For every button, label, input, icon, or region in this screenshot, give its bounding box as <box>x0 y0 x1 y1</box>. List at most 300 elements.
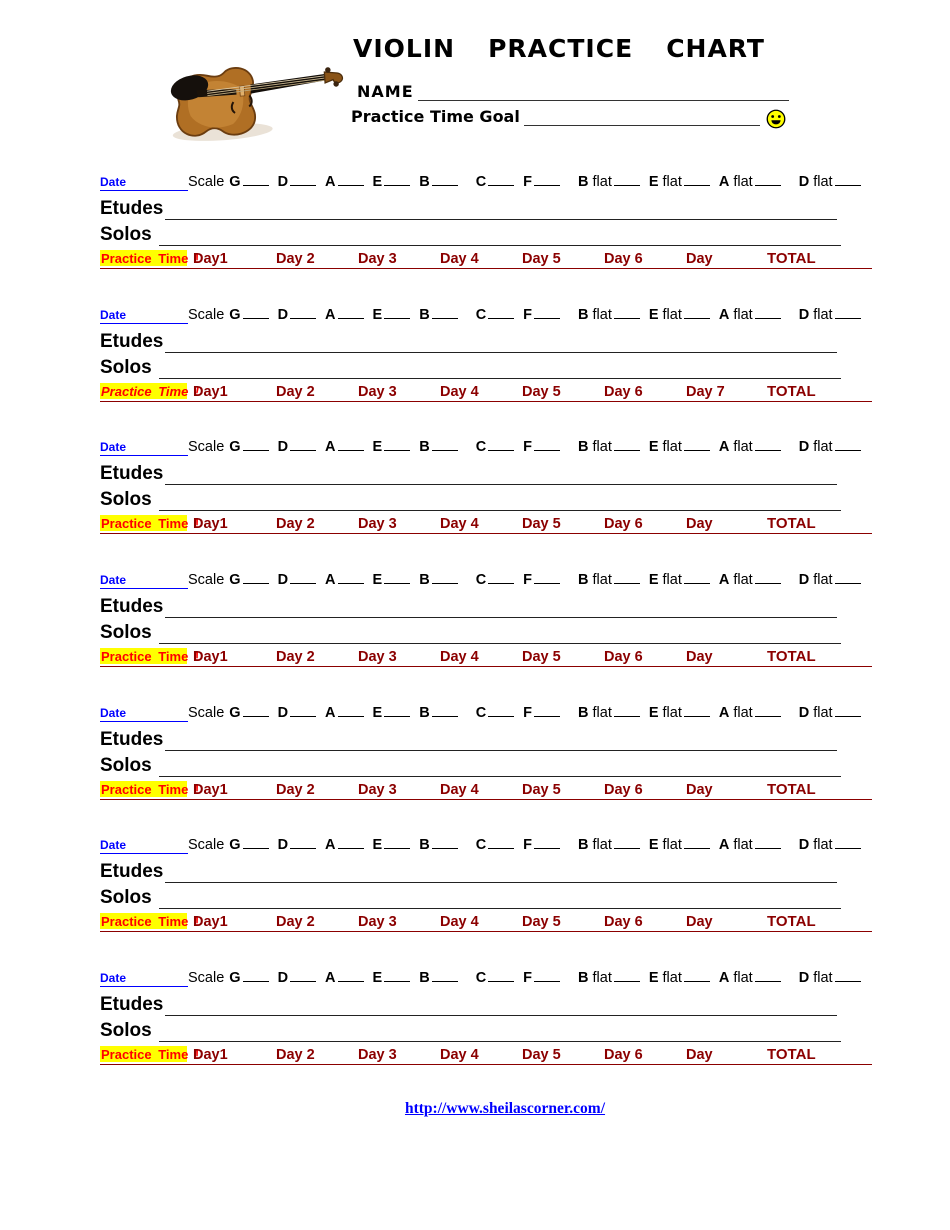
etudes-label: Etudes <box>100 463 164 485</box>
scale-note-item <box>325 572 363 588</box>
scale-note: D <box>277 837 289 854</box>
scale-note: A <box>325 970 336 987</box>
day-label: Day <box>686 649 713 666</box>
scale-note: E <box>648 174 659 190</box>
scale-note-item <box>229 307 268 323</box>
day-label: Day 5 <box>522 649 561 666</box>
scale-label: Scale <box>188 174 225 190</box>
scale-blank-line <box>338 838 364 849</box>
scale-note: D <box>798 174 810 190</box>
scale-note: D <box>798 439 810 456</box>
scale-blank-line <box>432 706 458 717</box>
practice-goal-blank-line <box>524 104 760 126</box>
name-blank-line <box>418 80 789 101</box>
scale-blank-line <box>432 971 458 982</box>
day-label: Day1 <box>193 1047 228 1064</box>
day-cells <box>187 914 757 930</box>
scale-blank-line <box>755 175 781 186</box>
scale-note-item <box>719 970 781 986</box>
scale-note-item <box>229 439 268 455</box>
scale-note: E <box>372 970 383 987</box>
scale-note-item <box>719 837 781 853</box>
scale-note-item <box>799 572 861 588</box>
scale-flat-label: flat <box>662 306 682 323</box>
scale-note-item <box>719 572 781 588</box>
etudes-blank-line <box>165 593 837 618</box>
practice-goal-row <box>351 104 786 126</box>
scale-blank-line <box>755 573 781 584</box>
scale-note-item <box>799 970 861 986</box>
scale-note: C <box>475 174 487 190</box>
scale-blank-line <box>243 706 269 717</box>
scale-note: E <box>372 439 383 456</box>
scale-note-item <box>578 705 640 721</box>
scale-flat-label: flat <box>662 439 682 456</box>
scale-flat-label: flat <box>592 572 612 589</box>
scale-blank-line <box>534 308 560 319</box>
scale-blank-line <box>614 706 640 717</box>
practice-block <box>100 705 890 797</box>
scale-note-item <box>278 572 316 588</box>
scale-note-item <box>578 837 640 853</box>
scale-blank-line <box>290 440 316 451</box>
scale-blank-line <box>290 838 316 849</box>
scale-note: A <box>718 439 730 456</box>
scale-note: E <box>648 970 659 987</box>
scale-blank-line <box>432 573 458 584</box>
day-label: Day 4 <box>440 516 479 533</box>
scale-note-item <box>325 439 363 455</box>
solos-blank-line <box>159 485 841 511</box>
day-label: Day 6 <box>604 914 643 931</box>
practice-block <box>100 572 890 664</box>
scale-note: G <box>229 174 241 190</box>
date-label: Date <box>100 706 188 722</box>
scale-blank-line <box>684 706 710 717</box>
etudes-label: Etudes <box>100 330 164 352</box>
solos-label: Solos <box>100 356 152 378</box>
scale-blank-line <box>290 308 316 319</box>
scale-note-item <box>799 174 861 190</box>
scale-note: C <box>475 704 487 721</box>
scale-flat-label: flat <box>733 572 753 589</box>
scale-note: G <box>229 837 241 854</box>
practice-time-label: Practice Time ! <box>101 781 200 797</box>
scale-flat-label: flat <box>662 572 682 589</box>
scale-blank-line <box>835 706 861 717</box>
day-label: Day1 <box>193 781 228 798</box>
practice-blocks <box>100 174 890 1103</box>
scale-flat-label: flat <box>592 970 612 987</box>
day-label: Day 6 <box>604 649 643 666</box>
scale-note-item <box>649 307 710 323</box>
scale-blank-line <box>290 706 316 717</box>
solos-row <box>100 618 841 644</box>
scale-note: F <box>523 306 533 323</box>
scale-note-item <box>523 970 560 986</box>
scale-row <box>100 705 890 723</box>
scale-note-item <box>373 174 411 190</box>
scale-note: F <box>523 704 533 721</box>
scale-flat-label: flat <box>733 439 753 456</box>
scale-note: A <box>718 572 730 589</box>
day-label: Day 5 <box>522 383 561 400</box>
scale-row <box>100 837 890 855</box>
scale-blank-line <box>488 440 514 451</box>
scale-blank-line <box>534 440 560 451</box>
etudes-blank-line <box>165 858 837 883</box>
scale-note-item <box>373 572 411 588</box>
name-row <box>357 80 789 101</box>
scale-blank-line <box>488 838 514 849</box>
day-label: Day1 <box>193 516 228 533</box>
scale-note-item <box>278 439 316 455</box>
scale-flat-label: flat <box>733 306 753 323</box>
scale-blank-line <box>338 706 364 717</box>
scale-note: A <box>718 174 730 190</box>
scale-blank-line <box>684 440 710 451</box>
scale-flat-label: flat <box>813 970 833 987</box>
scale-note: B <box>419 306 430 323</box>
scale-note: B <box>419 439 430 456</box>
solos-label: Solos <box>100 489 152 511</box>
scale-note: D <box>277 439 289 456</box>
etudes-row <box>100 195 837 220</box>
scale-blank-line <box>614 971 640 982</box>
scale-note-item <box>373 705 411 721</box>
scale-blank-line <box>384 573 410 584</box>
scale-note: B <box>419 704 430 721</box>
day-label: Day1 <box>193 383 228 400</box>
scale-blank-line <box>534 573 560 584</box>
scale-note-item <box>649 174 710 190</box>
scale-note: D <box>277 572 289 589</box>
practice-block <box>100 174 890 266</box>
scale-blank-line <box>755 971 781 982</box>
footer <box>0 1100 950 1118</box>
scale-blank-line <box>835 308 861 319</box>
scale-note-item <box>523 174 560 190</box>
solos-blank-line <box>159 618 841 644</box>
day-label: Day 5 <box>522 914 561 931</box>
scale-label: Scale <box>188 439 225 456</box>
scale-blank-line <box>684 573 710 584</box>
practice-time-row <box>100 648 872 667</box>
day-label: Day 4 <box>440 383 479 400</box>
scale-note-item <box>419 439 457 455</box>
scale-note: B <box>578 174 589 190</box>
scale-note: F <box>523 572 533 589</box>
scale-note-item <box>578 307 640 323</box>
solos-row <box>100 883 841 909</box>
scale-flat-label: flat <box>592 306 612 323</box>
scale-note: G <box>229 439 241 456</box>
solos-label: Solos <box>100 622 152 644</box>
name-label: NAME <box>357 82 414 101</box>
scale-blank-line <box>432 175 458 186</box>
violin-icon <box>166 56 348 144</box>
total-label: TOTAL <box>767 1046 816 1064</box>
day-label: Day 5 <box>522 516 561 533</box>
scale-note-item <box>476 572 514 588</box>
scale-note-item <box>799 307 861 323</box>
etudes-label: Etudes <box>100 861 164 883</box>
day-cells <box>187 649 757 665</box>
scale-note: D <box>277 970 289 987</box>
scale-items <box>229 174 869 190</box>
scale-note-item <box>229 705 268 721</box>
scale-blank-line <box>243 838 269 849</box>
scale-blank-line <box>534 971 560 982</box>
scale-flat-label: flat <box>662 837 682 854</box>
practice-goal-label: Practice Time Goal <box>351 107 520 126</box>
date-label: Date <box>100 971 188 987</box>
scale-blank-line <box>614 838 640 849</box>
practice-time-row <box>100 781 872 800</box>
scale-blank-line <box>338 440 364 451</box>
etudes-blank-line <box>165 460 837 485</box>
total-label: TOTAL <box>767 515 816 533</box>
scale-blank-line <box>684 971 710 982</box>
day-label: Day <box>686 251 713 267</box>
practice-time-row <box>100 913 872 932</box>
footer-link[interactable]: http://www.sheilascorner.com/ <box>404 1100 606 1117</box>
solos-label: Solos <box>100 1020 152 1042</box>
scale-note: B <box>578 970 589 987</box>
scale-note-item <box>719 439 781 455</box>
title-word-practice: PRACTICE <box>488 34 634 63</box>
scale-note: E <box>648 306 659 323</box>
scale-note: D <box>798 306 810 323</box>
scale-blank-line <box>534 175 560 186</box>
solos-blank-line <box>159 751 841 777</box>
scale-blank-line <box>684 308 710 319</box>
day-label: Day 4 <box>440 251 479 267</box>
day-label: Day 2 <box>276 251 315 267</box>
scale-note: G <box>229 572 241 589</box>
scale-blank-line <box>384 838 410 849</box>
etudes-row <box>100 593 837 618</box>
scale-note: D <box>798 837 810 854</box>
total-label: TOTAL <box>767 250 816 267</box>
scale-note: E <box>648 439 659 456</box>
solos-row <box>100 220 841 246</box>
scale-flat-label: flat <box>592 704 612 721</box>
scale-note-item <box>523 439 560 455</box>
scale-blank-line <box>755 838 781 849</box>
scale-blank-line <box>488 573 514 584</box>
scale-flat-label: flat <box>813 837 833 854</box>
scale-note-item <box>476 307 514 323</box>
scale-blank-line <box>488 971 514 982</box>
scale-note-item <box>325 837 363 853</box>
scale-flat-label: flat <box>592 174 612 190</box>
scale-blank-line <box>243 971 269 982</box>
solos-row <box>100 1016 841 1042</box>
scale-note-item <box>229 837 268 853</box>
scale-note: F <box>523 439 533 456</box>
scale-note: B <box>578 837 589 854</box>
scale-note: E <box>372 704 383 721</box>
scale-note: E <box>372 306 383 323</box>
scale-note: E <box>372 572 383 589</box>
scale-note: C <box>475 837 487 854</box>
date-label: Date <box>100 175 188 191</box>
etudes-label: Etudes <box>100 596 164 618</box>
scale-label: Scale <box>188 837 225 854</box>
scale-flat-label: flat <box>733 704 753 721</box>
scale-blank-line <box>755 308 781 319</box>
scale-note-item <box>325 307 363 323</box>
scale-blank-line <box>243 308 269 319</box>
scale-blank-line <box>614 573 640 584</box>
scale-items <box>229 705 869 721</box>
scale-blank-line <box>488 175 514 186</box>
date-label: Date <box>100 838 188 854</box>
scale-items <box>229 970 869 986</box>
practice-time-label: Practice Time ! <box>101 383 200 399</box>
scale-items <box>229 439 869 455</box>
etudes-label: Etudes <box>100 994 164 1016</box>
day-label: Day 4 <box>440 781 479 798</box>
scale-blank-line <box>338 175 364 186</box>
scale-note-item <box>476 174 514 190</box>
scale-note-item <box>278 970 316 986</box>
day-label: Day <box>686 781 713 798</box>
scale-note-item <box>649 572 710 588</box>
day-cells <box>187 1047 757 1063</box>
day-label: Day 3 <box>358 649 397 666</box>
scale-note-item <box>578 572 640 588</box>
etudes-label: Etudes <box>100 198 164 219</box>
scale-note-item <box>419 174 457 190</box>
scale-note-item <box>476 705 514 721</box>
scale-note: G <box>229 704 241 721</box>
scale-row <box>100 174 890 192</box>
scale-note: A <box>718 837 730 854</box>
day-label: Day 2 <box>276 383 315 400</box>
scale-note-item <box>523 705 560 721</box>
scale-note: D <box>277 174 289 190</box>
scale-flat-label: flat <box>813 174 833 190</box>
etudes-row <box>100 460 837 485</box>
scale-flat-label: flat <box>662 704 682 721</box>
scale-note-item <box>476 970 514 986</box>
scale-flat-label: flat <box>733 174 753 190</box>
solos-row <box>100 751 841 777</box>
day-cells <box>187 782 757 798</box>
solos-blank-line <box>159 220 841 246</box>
scale-note-item <box>476 837 514 853</box>
scale-note: B <box>419 970 430 987</box>
scale-blank-line <box>835 175 861 186</box>
scale-flat-label: flat <box>813 439 833 456</box>
scale-items <box>229 307 869 323</box>
scale-blank-line <box>488 308 514 319</box>
day-label: Day 3 <box>358 1047 397 1064</box>
scale-blank-line <box>755 706 781 717</box>
scale-note-item <box>229 572 268 588</box>
scale-note: B <box>578 704 589 721</box>
solos-label: Solos <box>100 224 152 245</box>
scale-note-item <box>523 572 560 588</box>
scale-note-item <box>419 837 457 853</box>
day-label: Day 4 <box>440 914 479 931</box>
scale-blank-line <box>243 175 269 186</box>
scale-blank-line <box>835 838 861 849</box>
scale-blank-line <box>338 573 364 584</box>
practice-time-label: Practice Time ! <box>101 251 200 266</box>
scale-blank-line <box>243 440 269 451</box>
violin-image <box>166 56 348 144</box>
day-label: Day <box>686 914 713 931</box>
scale-note-item <box>649 439 710 455</box>
scale-note: C <box>475 572 487 589</box>
practice-time-row <box>100 1046 872 1065</box>
scale-note: E <box>648 704 659 721</box>
scale-note: B <box>578 306 589 323</box>
scale-note-item <box>229 970 268 986</box>
scale-note: C <box>475 439 487 456</box>
page-title <box>353 34 765 63</box>
scale-flat-label: flat <box>813 704 833 721</box>
scale-note: A <box>325 439 336 456</box>
solos-label: Solos <box>100 887 152 909</box>
scale-blank-line <box>290 175 316 186</box>
etudes-blank-line <box>165 195 837 220</box>
etudes-label: Etudes <box>100 728 164 750</box>
scale-note: E <box>648 837 659 854</box>
scale-note: D <box>277 306 289 323</box>
scale-note-item <box>799 837 861 853</box>
day-label: Day 3 <box>358 914 397 931</box>
scale-row <box>100 572 890 590</box>
scale-note-item <box>278 307 316 323</box>
scale-blank-line <box>384 308 410 319</box>
scale-note-item <box>325 970 363 986</box>
scale-note: A <box>325 174 336 190</box>
scale-note-item <box>373 837 411 853</box>
day-label: Day 3 <box>358 383 397 400</box>
solos-blank-line <box>159 883 841 909</box>
day-label: Day 4 <box>440 649 479 666</box>
day-cells <box>187 384 757 400</box>
solos-blank-line <box>159 1016 841 1042</box>
scale-flat-label: flat <box>592 439 612 456</box>
scale-blank-line <box>488 706 514 717</box>
scale-blank-line <box>684 838 710 849</box>
day-label: Day 2 <box>276 914 315 931</box>
scale-note-item <box>799 439 861 455</box>
scale-note: A <box>718 306 730 323</box>
scale-blank-line <box>338 971 364 982</box>
scale-note: B <box>419 837 430 854</box>
scale-blank-line <box>384 175 410 186</box>
day-label: Day1 <box>193 251 228 267</box>
scale-blank-line <box>835 971 861 982</box>
practice-time-label: Practice Time ! <box>101 649 200 665</box>
scale-note: E <box>648 572 659 589</box>
practice-time-label: Practice Time ! <box>101 1047 200 1063</box>
scale-note-item <box>373 307 411 323</box>
scale-blank-line <box>835 573 861 584</box>
scale-note: D <box>277 704 289 721</box>
scale-note-item <box>476 439 514 455</box>
scale-blank-line <box>432 440 458 451</box>
scale-note-item <box>278 837 316 853</box>
scale-note: F <box>523 174 533 190</box>
etudes-row <box>100 858 837 883</box>
